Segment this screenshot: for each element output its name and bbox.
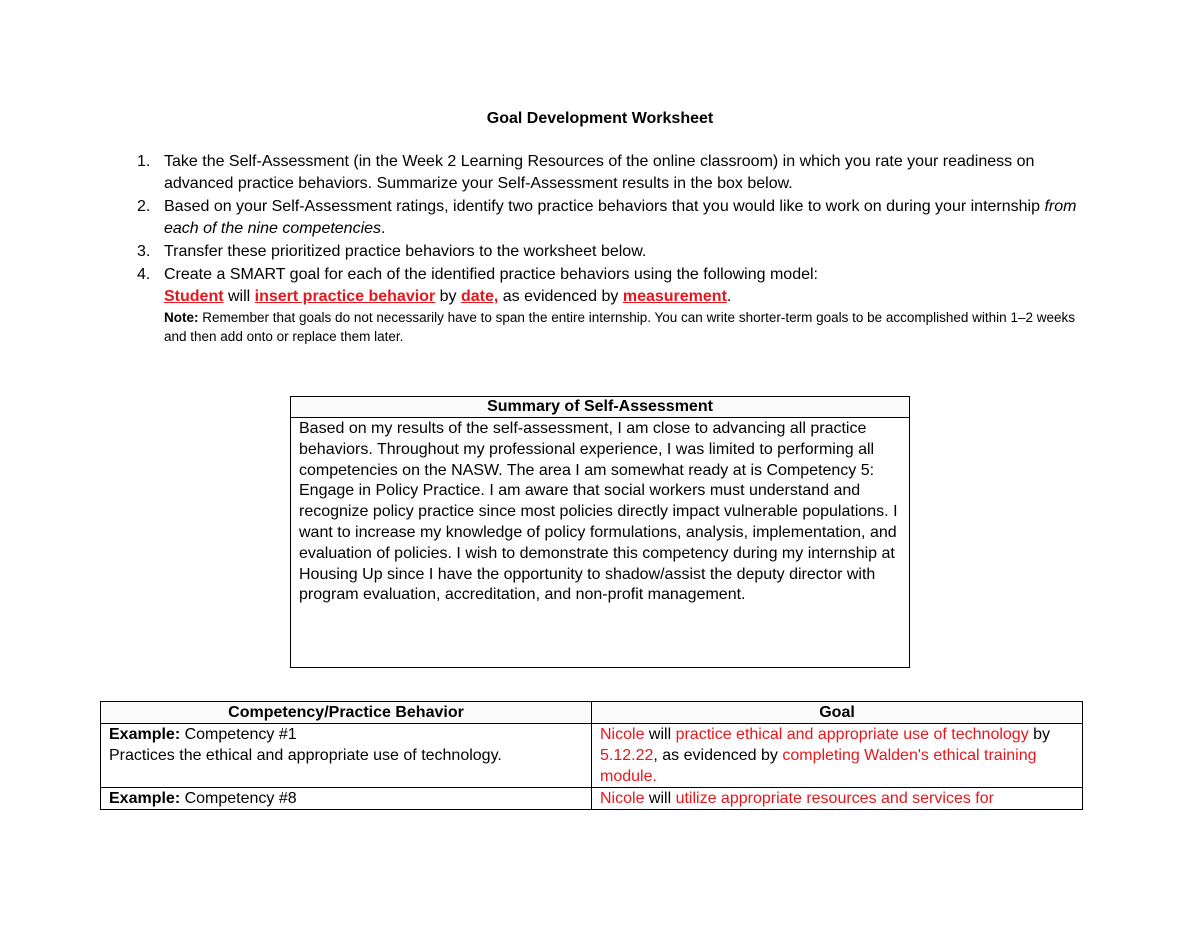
- note-text: Remember that goals do not necessarily have to span the entire internship. You can write shorter-term goals to be accomplished within 1–2 weeks and then add onto or replace them later.: [164, 310, 1075, 344]
- example-label: Example:: [109, 726, 181, 743]
- smart-goal-model: [164, 288, 731, 305]
- competency-number: Competency #8: [180, 790, 297, 807]
- model-text: .: [726, 288, 732, 305]
- item-number: 2.: [137, 198, 151, 215]
- instruction-item: [128, 264, 1088, 346]
- page-title: Goal Development Worksheet: [486, 110, 714, 127]
- goal-action: utilize appropriate resources and services for: [675, 790, 994, 807]
- item-number: 1.: [137, 153, 151, 170]
- instruction-text: Take the Self-Assessment (in the Week 2 Learning Resources of the online classroom) in which you rate your readiness on advanced practice behaviors. Summarize your Self-Assessment results in the box below.: [164, 153, 1035, 192]
- instruction-text: Transfer these prioritized practice behaviors to the worksheet below.: [164, 243, 647, 260]
- instructions-list: [128, 151, 1088, 347]
- instruction-text: Create a SMART goal for each of the identified practice behaviors using the following model:: [164, 266, 818, 283]
- goal-date: 5.12.22: [600, 747, 654, 764]
- competency-cell: [101, 788, 592, 810]
- item-number: 4.: [137, 266, 151, 283]
- model-text: will: [223, 288, 255, 305]
- goal-student: Nicole: [600, 726, 645, 743]
- example-label: Example:: [109, 790, 181, 807]
- goal-text: will: [644, 790, 676, 807]
- instruction-emphasis: from each of the nine competencies: [164, 198, 1077, 237]
- competency-number: Competency #1: [180, 726, 297, 743]
- instruction-text: Based on your Self-Assessment ratings, identify two practice behaviors that you would like to work on during your internship: [164, 198, 1045, 215]
- item-number: 3.: [137, 243, 151, 260]
- model-behavior: insert practice behavior: [254, 288, 436, 305]
- table-header-row: [101, 702, 1083, 724]
- summary-box: [290, 396, 910, 668]
- practice-behavior: Practices the ethical and appropriate use of technology.: [109, 747, 502, 764]
- model-student: Student: [164, 288, 224, 305]
- goal-cell: [592, 788, 1083, 810]
- table-row: [101, 724, 1083, 788]
- goal-measure: completing Walden's ethical training module: [600, 747, 1037, 785]
- goal-action: practice ethical and appropriate use of technology: [675, 726, 1029, 743]
- goal-text: by: [1028, 726, 1051, 743]
- note-label: Note:: [164, 310, 199, 325]
- table-row: [101, 788, 1083, 810]
- goal-text: will: [644, 726, 676, 743]
- goal-student: Nicole: [600, 790, 645, 807]
- column-header-goal: Goal: [592, 702, 1083, 724]
- model-measurement: measurement: [622, 288, 727, 305]
- goal-text: , as evidenced by: [653, 747, 783, 764]
- model-date: date,: [460, 288, 499, 305]
- note: [164, 308, 1088, 346]
- summary-heading: Summary of Self-Assessment: [291, 397, 909, 418]
- goal-cell: [592, 724, 1083, 788]
- competency-cell: [101, 724, 592, 788]
- column-header-competency: Competency/Practice Behavior: [101, 702, 592, 724]
- competency-table: [100, 701, 1083, 810]
- model-text: as evidenced by: [498, 288, 623, 305]
- instruction-item: [128, 196, 1088, 240]
- model-text: by: [435, 288, 461, 305]
- punctuation: .: [381, 220, 386, 237]
- instruction-item: [128, 151, 1088, 195]
- summary-text: Based on my results of the self-assessment, I am close to advancing all practice behaviors. Throughout my professional experience, I was limited to performing all competencies on the NASW. The area I am somewhat ready at is Competency 5: Engage in Policy Practice. I am aware that social workers must understand and recognize policy practice since most policies directly impact vulnerable populations. I want to increase my knowledge of policy formulations, analysis, implementation, and evaluation of policies. I wish to demonstrate this competency during my internship at Housing Up since I have the opportunity to shadow/assist the deputy director with program evaluation, accreditation, and non-profit management.: [299, 420, 898, 604]
- instruction-item: [128, 241, 1088, 263]
- goal-text: .: [652, 768, 657, 785]
